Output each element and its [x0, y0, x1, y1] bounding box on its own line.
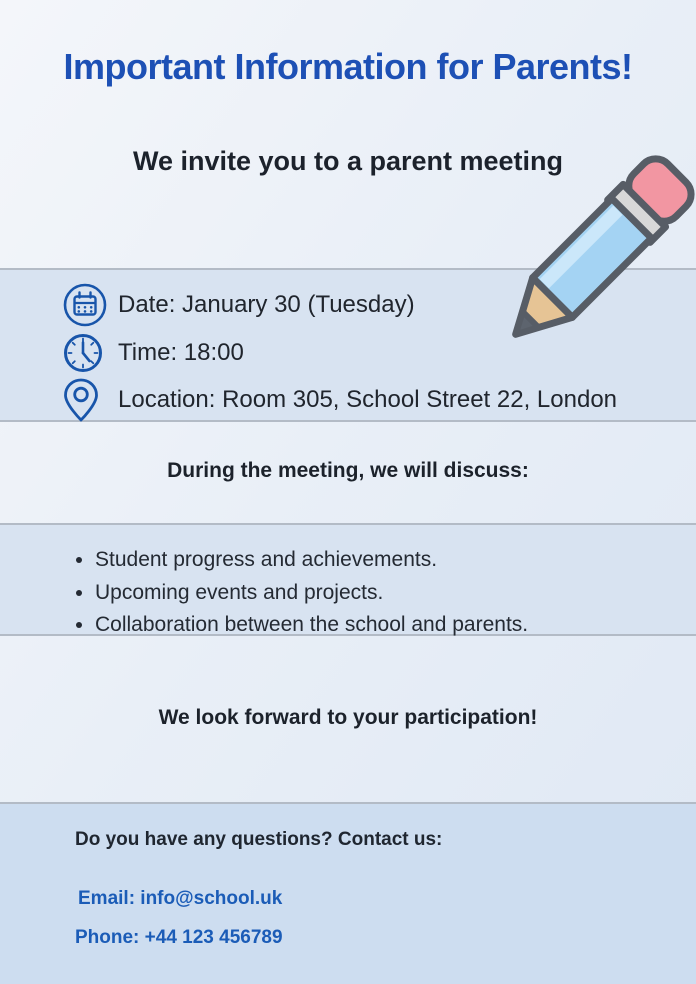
closing-section	[0, 636, 696, 802]
detail-row-location	[62, 376, 696, 424]
detail-date-text: Date: January 30 (Tuesday)	[118, 291, 415, 318]
detail-time-text: Time: 18:00	[118, 339, 244, 366]
location-pin-icon	[62, 377, 110, 423]
bullet-item: • Student progress and achievements.	[95, 544, 696, 577]
discussion-heading: During the meeting, we will discuss:	[167, 459, 529, 482]
contact-email: Email: info@school.uk	[78, 888, 283, 909]
details-section	[0, 268, 696, 422]
discussion-list-section	[0, 523, 696, 636]
contact-section	[0, 802, 696, 984]
bullet-item: • Collaboration between the school and parents.	[95, 609, 696, 642]
closing-message: We look forward to your participation!	[158, 706, 538, 729]
detail-location-text: Location: Room 305, School Street 22, London	[118, 386, 618, 413]
clock-icon	[62, 332, 110, 374]
page-subtitle: We invite you to a parent meeting	[132, 146, 564, 176]
page-title: Important Information for Parents!	[63, 46, 633, 87]
discussion-heading-section	[0, 422, 696, 523]
detail-row-time	[62, 330, 696, 376]
bullet-item: • Upcoming events and projects.	[95, 577, 696, 610]
contact-phone: Phone: +44 123 456789	[75, 927, 283, 948]
detail-row-date	[62, 280, 696, 330]
contact-heading: Do you have any questions? Contact us:	[75, 829, 443, 850]
calendar-icon	[62, 282, 110, 328]
header-section	[0, 0, 696, 268]
discussion-bullet-list	[75, 544, 696, 642]
